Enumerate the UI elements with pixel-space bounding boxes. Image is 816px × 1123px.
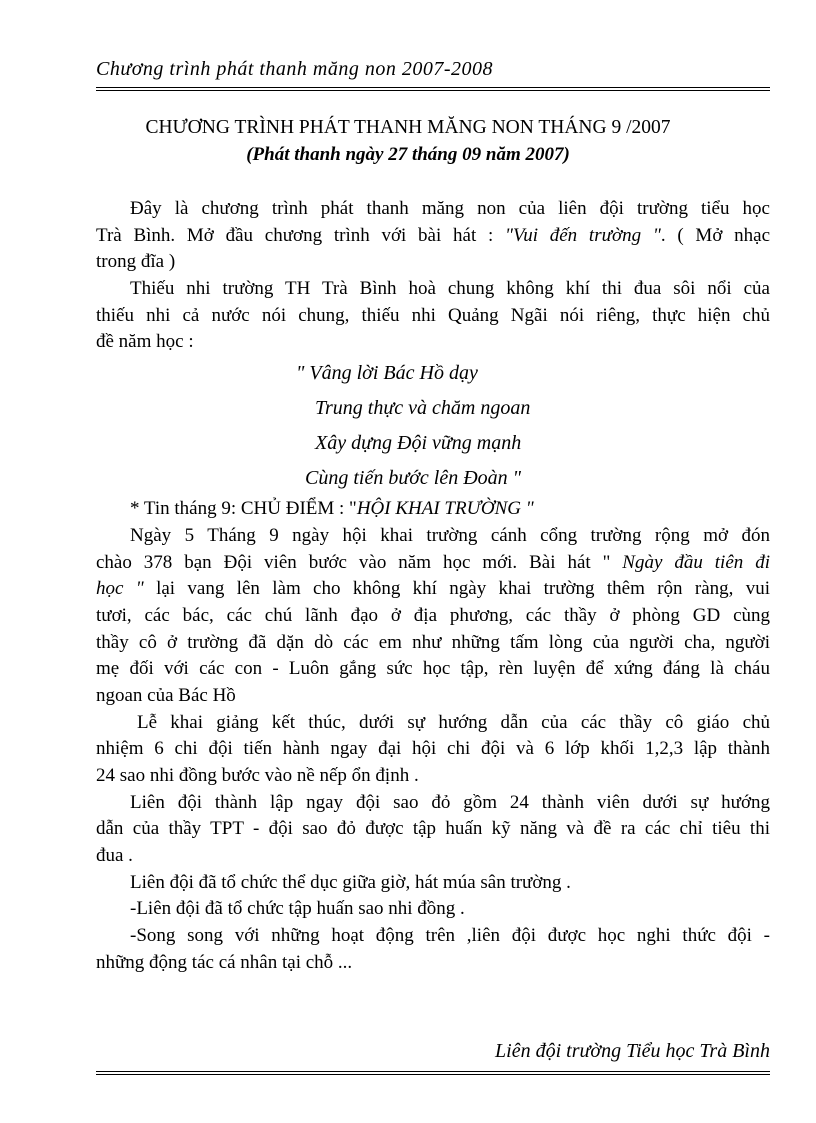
text-segment: dẫn của thầy TPT - đội sao đỏ được tập huấn kỹ năng và đề ra các chỉ tiêu thi: [96, 818, 770, 840]
text-segment: Thiếu nhi trường TH Trà Bình hoà chung không khí thi đua sôi nổi của: [130, 278, 770, 300]
text-line: [96, 550, 770, 577]
text-segment: Ngày 5 Tháng 9 ngày hội khai trường cánh cổng trường rộng mở đón: [130, 524, 770, 546]
text-line: [96, 329, 770, 356]
text-line: [96, 196, 770, 223]
text-line: [96, 950, 770, 977]
text-segment: đua .: [96, 845, 133, 867]
text-line: [96, 710, 770, 737]
text-segment: mẹ đối với các con - Luôn gắng sức học tập, rèn luyện để xứng đáng là cháu: [96, 658, 770, 680]
text-line: [96, 276, 770, 303]
text-line: [96, 523, 770, 550]
text-line: [96, 843, 770, 870]
text-line: [96, 790, 770, 817]
text-segment: Cùng tiến bước lên Đoàn ": [305, 467, 522, 490]
text-segment: 24 sao nhi đồng bước vào nề nếp ổn định .: [96, 765, 419, 786]
text-line: [96, 816, 770, 843]
running-header: Chương trình phát thanh măng non 2007-2008: [96, 58, 494, 80]
text-segment: Trà Bình. Mở đầu chương trình với bài hát :: [96, 224, 506, 246]
text-segment: thiếu nhi cả nước nói chung, thiếu nhi Quảng Ngãi nói riêng, thực hiện chủ: [96, 304, 770, 326]
text-line: [96, 223, 770, 250]
text-line: [96, 630, 770, 657]
text-segment: Lễ khai giảng kết thúc, dưới sự hướng dẫn của các thầy cô giáo chủ: [137, 711, 770, 733]
text-segment: -Song song với những hoạt động trên ,liên đội được học nghi thức đội -: [130, 925, 770, 947]
text-segment: những động tác cá nhân tại chỗ ...: [96, 951, 353, 973]
header-rule: [96, 87, 770, 91]
text-segment: Đây là chương trình phát thanh măng non của liên đội trường tiểu học: [130, 198, 770, 219]
text-segment: chào 378 bạn Đội viên bước vào năm học mới. Bài hát ": [96, 551, 623, 573]
text-segment: nhiệm 6 chi đội tiến hành ngay đại hội chi đội và 6 lớp khối 1,2,3 lập thành: [96, 738, 770, 760]
text-segment: Liên đội thành lập ngay đội sao đỏ gồm 24 thành viên dưới sự hướng: [130, 791, 770, 813]
text-line: [96, 576, 770, 603]
document-body: [96, 196, 770, 977]
text-segment: Liên đội đã tổ chức thể dục giữa giờ, hát múa sân trường .: [130, 871, 571, 893]
text-segment: . ( Mở nhạc: [660, 224, 770, 246]
text-line: [96, 896, 770, 923]
text-line: [96, 870, 770, 897]
text-line: [96, 496, 770, 523]
text-segment: thầy cô ở trường đã dặn dò các em như những tấm lòng của người cha, người: [96, 631, 770, 653]
text-line: [96, 923, 770, 950]
text-segment: tươi, các bác, các chú lãnh đạo ở địa phương, các thầy ở phòng GD cùng: [96, 604, 770, 626]
document-subtitle: (Phát thanh ngày 27 tháng 09 năm 2007): [246, 144, 570, 165]
footer-rule: [96, 1071, 770, 1075]
text-line: [96, 763, 770, 790]
poem-line: [96, 391, 770, 426]
text-line: [96, 249, 770, 276]
text-line: [96, 683, 770, 710]
text-segment: ngoan của Bác Hồ: [96, 684, 236, 706]
text-segment: lại vang lên làm cho không khí ngày khai trường thêm rộn ràng, vui: [143, 578, 770, 600]
text-line: [96, 656, 770, 683]
poem-line: [96, 426, 770, 461]
text-segment: "Vui đến trường ": [505, 224, 661, 246]
text-segment: " Vâng lời Bác Hồ dạy: [296, 362, 478, 385]
text-segment: Xây dựng Đội vững mạnh: [315, 432, 522, 455]
signature: Liên đội trường Tiểu học Trà Bình: [495, 1040, 770, 1062]
poem-line: [96, 461, 770, 496]
text-segment: học ": [96, 578, 144, 600]
text-line: [96, 736, 770, 763]
text-segment: * Tin tháng 9: CHỦ ĐIỂM : ": [130, 498, 357, 520]
text-line: [96, 603, 770, 630]
text-segment: trong đĩa ): [96, 251, 176, 273]
text-segment: Ngày đầu tiên đi: [622, 551, 770, 573]
text-segment: -Liên đội đã tổ chức tập huấn sao nhi đồng .: [130, 898, 465, 920]
text-line: [96, 303, 770, 330]
poem-line: [96, 356, 770, 391]
text-segment: Trung thực và chăm ngoan: [315, 397, 531, 420]
document-title: CHƯƠNG TRÌNH PHÁT THANH MĂNG NON THÁNG 9 /2007: [145, 117, 671, 138]
text-segment: HỘI KHAI TRƯỜNG ": [356, 498, 534, 520]
text-segment: đề năm học :: [96, 331, 194, 353]
